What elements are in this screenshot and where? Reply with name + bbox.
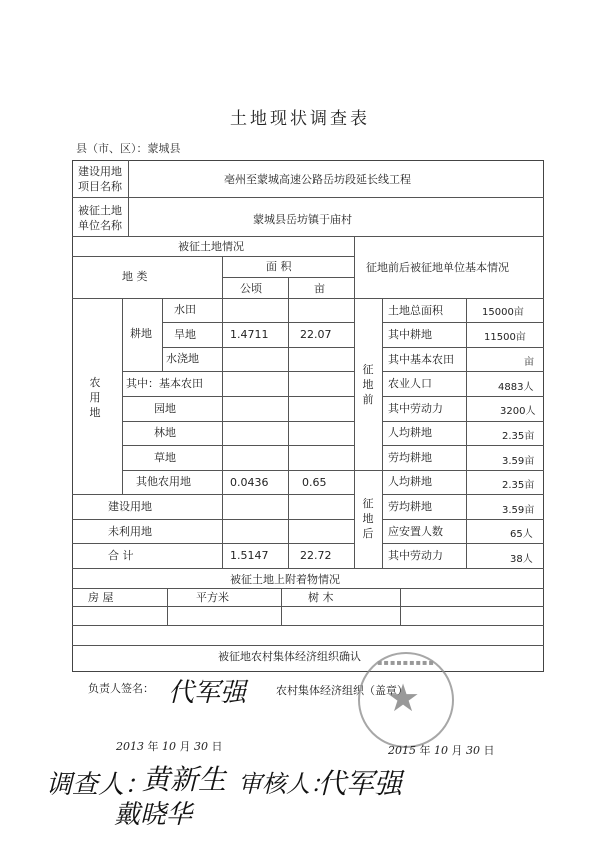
unit-hectare: 公顷 xyxy=(240,282,262,295)
surveyor-label: 调查人： xyxy=(46,770,151,800)
signer-label: 负责人签名： xyxy=(88,682,154,695)
forest-label: 林地 xyxy=(154,426,176,439)
star-icon: ★ xyxy=(386,676,421,720)
house-header: 房 屋 xyxy=(88,591,114,604)
form-title: 土地现状调查表 xyxy=(230,109,370,129)
basic-label: 其中基本农田 xyxy=(388,353,454,366)
reviewer-name: 代军强 xyxy=(318,767,403,800)
trees-header: 树 木 xyxy=(308,591,334,604)
attachments-title: 被征土地上附着物情况 xyxy=(230,573,340,586)
category-header: 地 类 xyxy=(122,270,148,283)
signer-signature: 代军强 xyxy=(168,678,247,708)
other-hectare: 0.0436 xyxy=(230,476,269,489)
after-label: 征地后 xyxy=(362,497,374,540)
basic-label: 人均耕地 xyxy=(388,426,432,439)
official-seal: ▪▪▪▪▪▪▪▪▪ ★ xyxy=(358,652,454,748)
total-hectare: 1.5147 xyxy=(230,549,269,562)
basic-label: 劳均耕地 xyxy=(388,500,432,513)
unit-label-2: 单位名称 xyxy=(78,219,122,232)
other-farm-label: 其他农用地 xyxy=(136,475,191,488)
garden-label: 园地 xyxy=(154,402,176,415)
basic-label: 其中劳动力 xyxy=(388,402,443,415)
grass-label: 草地 xyxy=(154,451,176,464)
land-section-title: 被征土地情况 xyxy=(178,240,244,253)
farmland-label: 农用地 xyxy=(89,376,101,419)
basic-label: 人均耕地 xyxy=(388,475,432,488)
area-header: 面 积 xyxy=(266,260,292,273)
basic-label: 农业人口 xyxy=(388,377,432,390)
basic-value: 2.35亩 xyxy=(502,480,535,491)
basic-value: 3.59亩 xyxy=(502,456,535,467)
surveyor-name: 黄新生 xyxy=(142,763,227,796)
basic-value: 38人 xyxy=(510,554,533,565)
dry-mu: 22.07 xyxy=(300,328,332,341)
paddy-label: 水田 xyxy=(174,303,196,316)
basic-label: 其中劳动力 xyxy=(388,549,443,562)
basic-label: 应安置人数 xyxy=(388,525,443,538)
basic-header: 征地前后被征地单位基本情况 xyxy=(366,261,509,274)
dry-label: 旱地 xyxy=(174,328,196,341)
confirm-title: 被征地农村集体经济组织确认 xyxy=(218,650,361,663)
unit-mu: 亩 xyxy=(314,282,325,295)
org-stamp-label: 农村集体经济组织（盖章） xyxy=(276,684,408,697)
basic-value: 11500亩 xyxy=(484,332,526,343)
other-mu: 0.65 xyxy=(302,476,327,489)
reviewer-label: 审核人： xyxy=(238,770,334,798)
total-label: 合 计 xyxy=(108,549,134,562)
construction-label: 建设用地 xyxy=(108,500,152,513)
project-value: 亳州至蒙城高速公路岳坊段延长线工程 xyxy=(224,173,411,186)
total-mu: 22.72 xyxy=(300,549,332,562)
basic-value: 2.35亩 xyxy=(502,431,535,442)
basic-label: 其中耕地 xyxy=(388,328,432,341)
basic-label: 劳均耕地 xyxy=(388,451,432,464)
date-left: 2013 年 10 月 30 日 xyxy=(116,740,223,753)
basic-value: 亩 xyxy=(524,357,534,368)
arable-label: 耕地 xyxy=(130,327,152,340)
unit-value: 蒙城县岳坊镇于庙村 xyxy=(253,213,352,226)
sqm-header: 平方米 xyxy=(196,591,229,604)
county-label: 县（市、区）：蒙城县 xyxy=(76,142,181,155)
basic-value: 3200人 xyxy=(500,406,536,417)
unused-label: 未利用地 xyxy=(108,525,152,538)
basic-value: 4883人 xyxy=(498,382,534,393)
project-label-1: 建设用地 xyxy=(78,165,122,178)
project-label-2: 项目名称 xyxy=(78,180,122,193)
date-right: 2015 年 10 月 30 日 xyxy=(388,744,495,757)
unit-label-1: 被征土地 xyxy=(78,204,122,217)
basic-value: 65人 xyxy=(510,529,533,540)
basic-farmland-label: 其中：基本农田 xyxy=(126,377,203,390)
basic-value: 15000亩 xyxy=(482,307,524,318)
basic-label: 土地总面积 xyxy=(388,304,443,317)
dry-hectare: 1.4711 xyxy=(230,328,269,341)
basic-value: 3.59亩 xyxy=(502,505,535,516)
surveyor-name: 戴晓华 xyxy=(114,800,193,830)
irrigated-label: 水浇地 xyxy=(166,352,199,365)
before-label: 征地前 xyxy=(362,363,374,406)
